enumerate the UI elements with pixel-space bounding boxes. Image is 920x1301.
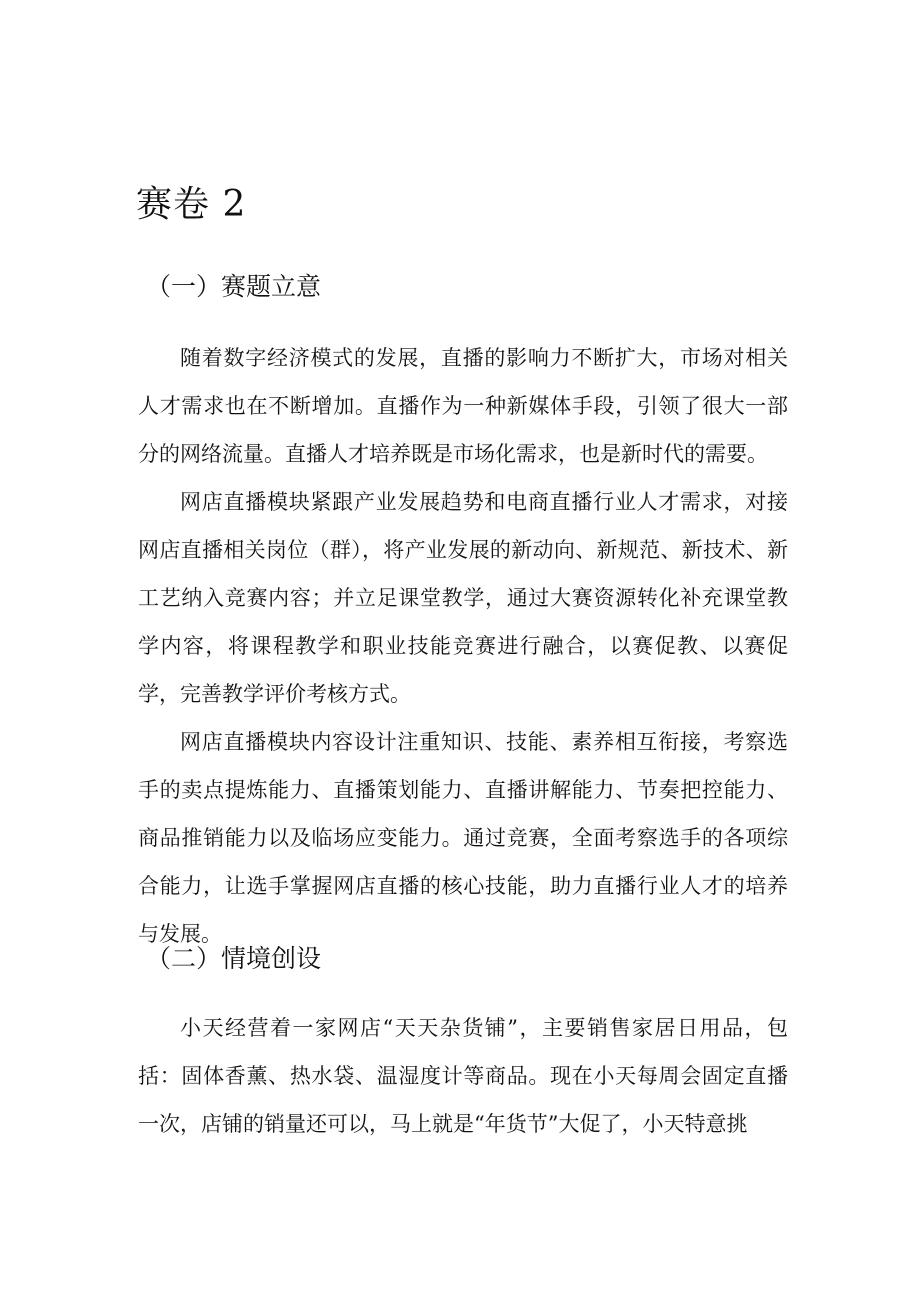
- paragraph: 随着数字经济模式的发展，直播的影响力不断扩大，市场对相关人才需求也在不断增加。直播作为一种新媒体手段，引领了很大一部分的网络流量。直播人才培养既是市场化需求，也是新时代的需要。: [138, 346, 788, 466]
- document-title: 赛卷 2: [136, 184, 247, 225]
- paragraph: 小天经营着一家网店“天天杂货铺”，主要销售家居日用品，包括：固体香薰、热水袋、温湿度计等商品。现在小天每周会固定直播一次，店铺的销量还可以，马上就是“年货节”大促了，小天特意挑: [138, 1016, 788, 1136]
- section-heading-scenario: （二）情境创设: [146, 944, 322, 973]
- paragraph: 网店直播模块内容设计注重知识、技能、素养相互衔接，考察选手的卖点提炼能力、直播策划能力、直播讲解能力、节奏把控能力、商品推销能力以及临场应变能力。通过竞赛，全面考察选手的各项综合能力，让选手掌握网店直播的核心技能，助力直播行业人才的培养与发展。: [138, 730, 788, 946]
- section-heading-purpose: （一）赛题立意: [146, 272, 322, 301]
- paragraph: 网店直播模块紧跟产业发展趋势和电商直播行业人才需求，对接网店直播相关岗位（群），将产业发展的新动向、新规范、新技术、新工艺纳入竞赛内容；并立足课堂教学，通过大赛资源转化补充课堂教学内容，将课程教学和职业技能竞赛进行融合，以赛促教、以赛促学，完善教学评价考核方式。: [138, 490, 788, 706]
